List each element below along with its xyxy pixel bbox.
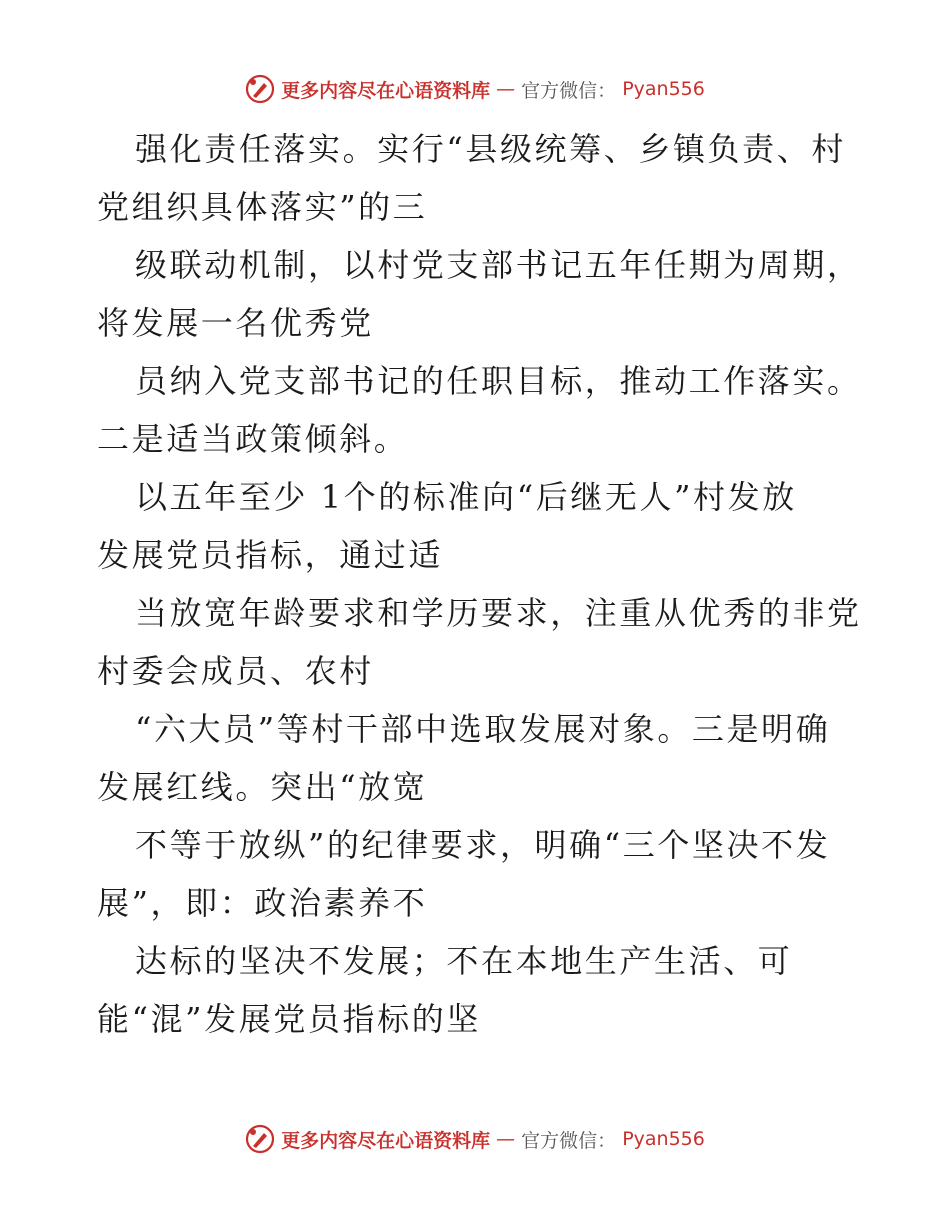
text-line: 不等于放纵”的纪律要求，明确“三个坚决不发 bbox=[135, 826, 831, 864]
text-line: 级联动机制，以村党支部书记五年任期为周期， bbox=[135, 246, 862, 284]
text-line: 村委会成员、农村 bbox=[97, 652, 374, 690]
text-line: 将发展一名优秀党 bbox=[97, 304, 374, 342]
banner-wechat-label: 官方微信： bbox=[521, 79, 617, 102]
text-line: 二是适当政策倾斜。 bbox=[97, 420, 409, 458]
text-line: 党组织具体落实”的三 bbox=[97, 188, 428, 226]
text-line: 展”，即：政治素养不 bbox=[97, 884, 428, 922]
banner-wechat-label: 官方微信： bbox=[521, 1129, 617, 1152]
text-line: 发展红线。突出“放宽 bbox=[97, 768, 428, 806]
footer-banner bbox=[0, 1124, 950, 1154]
text-line: 达标的坚决不发展；不在本地生产生活、可 bbox=[135, 942, 793, 980]
banner-title: 更多内容尽在心语资料库 bbox=[281, 1129, 491, 1152]
banner-dash: — bbox=[496, 78, 516, 100]
text-line: 员纳入党支部书记的任职目标，推动工作落实。 bbox=[135, 362, 862, 400]
header-banner bbox=[0, 74, 950, 104]
pen-logo-icon bbox=[245, 74, 275, 104]
text-line: 能“混”发展党员指标的坚 bbox=[97, 1000, 481, 1038]
pen-logo-icon bbox=[245, 1124, 275, 1154]
text-line: 强化责任落实。实行“县级统筹、乡镇负责、村 bbox=[135, 130, 846, 168]
banner-wechat-id: Pyan556 bbox=[622, 1128, 705, 1150]
text-line: 以五年至少 1个的标准向“后继无人”村发放 bbox=[135, 478, 797, 516]
text-line: “六大员”等村干部中选取发展对象。三是明确 bbox=[135, 710, 831, 748]
banner-dash: — bbox=[496, 1128, 516, 1150]
text-line: 发展党员指标，通过适 bbox=[97, 536, 444, 574]
text-line: 当放宽年龄要求和学历要求，注重从优秀的非党 bbox=[135, 594, 862, 632]
banner-title: 更多内容尽在心语资料库 bbox=[281, 79, 491, 102]
banner-wechat-id: Pyan556 bbox=[622, 78, 705, 100]
